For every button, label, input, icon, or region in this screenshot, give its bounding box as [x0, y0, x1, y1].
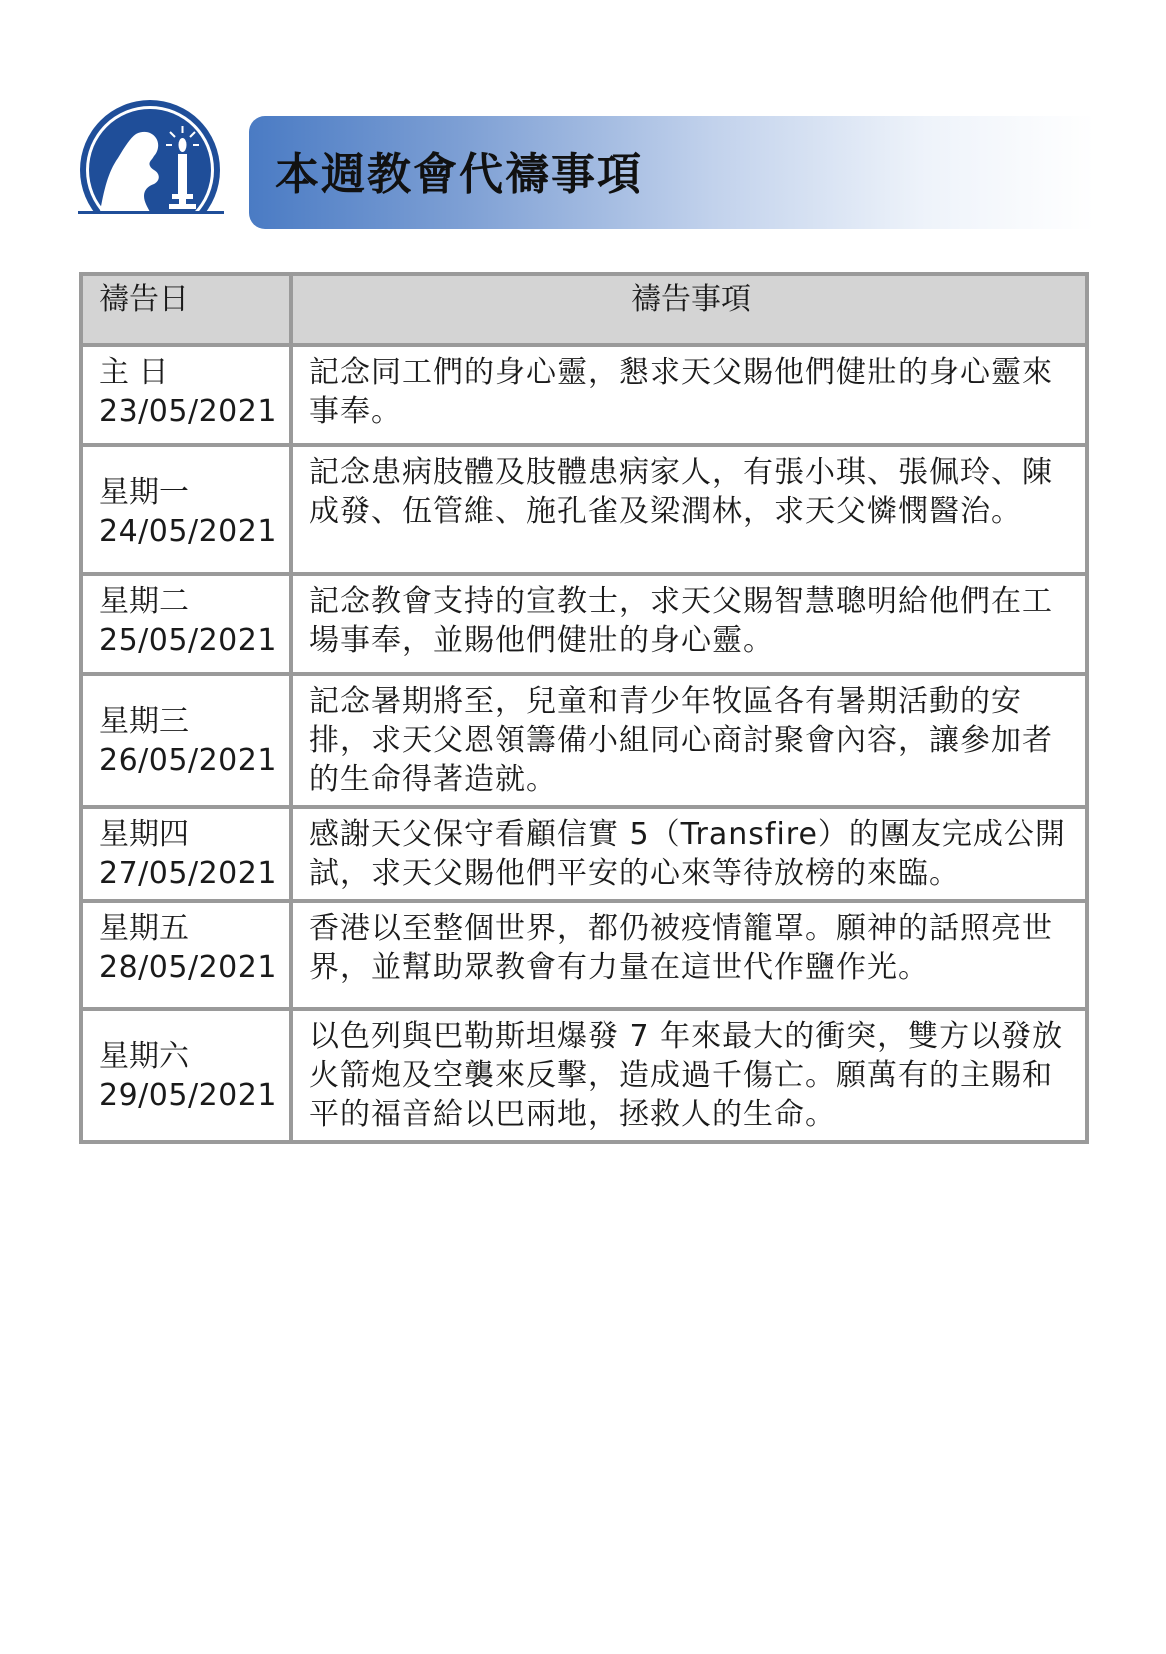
prayer-item-text: 記念患病肢體及肢體患病家人，有張小琪、張佩玲、陳成發、伍管維、施孔雀及梁潤林，求天父憐憫醫治。 — [309, 455, 1053, 529]
day-cell — [83, 576, 289, 672]
prayer-item-text: 記念暑期將至，兒童和青少年牧區各有暑期活動的安排，求天父恩領籌備小組同心商討聚會內容，讓參加者的生命得著造就。 — [309, 684, 1053, 797]
day-cell — [83, 903, 289, 1007]
item-cell — [293, 447, 1085, 572]
prayer-item-text: 記念教會支持的宣教士，求天父賜智慧聰明給他們在工場事奉，並賜他們健壯的身心靈。 — [309, 584, 1053, 658]
column-header-items: 禱告事項 — [293, 276, 1085, 343]
prayer-item-text: 香港以至整個世界，都仍被疫情籠罩。願神的話照亮世界，並幫助眾教會有力量在這世代作鹽作光。 — [309, 911, 1053, 985]
item-cell — [293, 809, 1085, 899]
day-date: 24/05/2021 — [99, 514, 277, 549]
item-cell — [293, 903, 1085, 1007]
table-row — [83, 347, 1085, 443]
item-cell — [293, 1011, 1085, 1140]
table-header-row — [83, 276, 1085, 343]
table-row — [83, 447, 1085, 572]
item-cell — [293, 676, 1085, 805]
prayer-item-text: 感謝天父保守看顧信實 5（Transfire）的團友完成公開試，求天父賜他們平安的心來等待放榜的來臨。 — [309, 817, 1066, 891]
church-logo-icon — [78, 100, 224, 220]
prayer-item-text: 記念同工們的身心靈，懇求天父賜他們健壯的身心靈來事奉。 — [309, 355, 1053, 429]
day-date: 29/05/2021 — [99, 1078, 277, 1113]
day-cell — [83, 347, 289, 443]
day-cell — [83, 447, 289, 572]
item-cell — [293, 576, 1085, 672]
day-cell — [83, 676, 289, 805]
table-row — [83, 1011, 1085, 1140]
day-name: 星期五 — [99, 911, 189, 946]
table-row — [83, 809, 1085, 899]
item-cell — [293, 347, 1085, 443]
day-cell — [83, 809, 289, 899]
column-header-day: 禱告日 — [83, 276, 289, 343]
day-date: 25/05/2021 — [99, 623, 277, 658]
table-row — [83, 576, 1085, 672]
day-name: 星期三 — [99, 704, 189, 739]
prayer-items-table — [79, 272, 1089, 1144]
prayer-item-text: 以色列與巴勒斯坦爆發 7 年來最大的衝突，雙方以發放火箭炮及空襲來反擊，造成過千傷亡。願萬有的主賜和平的福音給以巴兩地，拯救人的生命。 — [309, 1019, 1064, 1132]
day-date: 27/05/2021 — [99, 856, 277, 891]
day-name: 星期二 — [99, 584, 189, 619]
day-name: 星期六 — [99, 1039, 189, 1074]
day-name: 星期一 — [99, 475, 189, 510]
page-title: 本週教會代禱事項 — [275, 149, 643, 200]
day-name: 主 日 — [99, 355, 169, 390]
day-cell — [83, 1011, 289, 1140]
table-row — [83, 676, 1085, 805]
day-date: 28/05/2021 — [99, 950, 277, 985]
day-name: 星期四 — [99, 817, 189, 852]
day-date: 26/05/2021 — [99, 743, 277, 778]
table-row — [83, 903, 1085, 1007]
day-date: 23/05/2021 — [99, 394, 277, 429]
